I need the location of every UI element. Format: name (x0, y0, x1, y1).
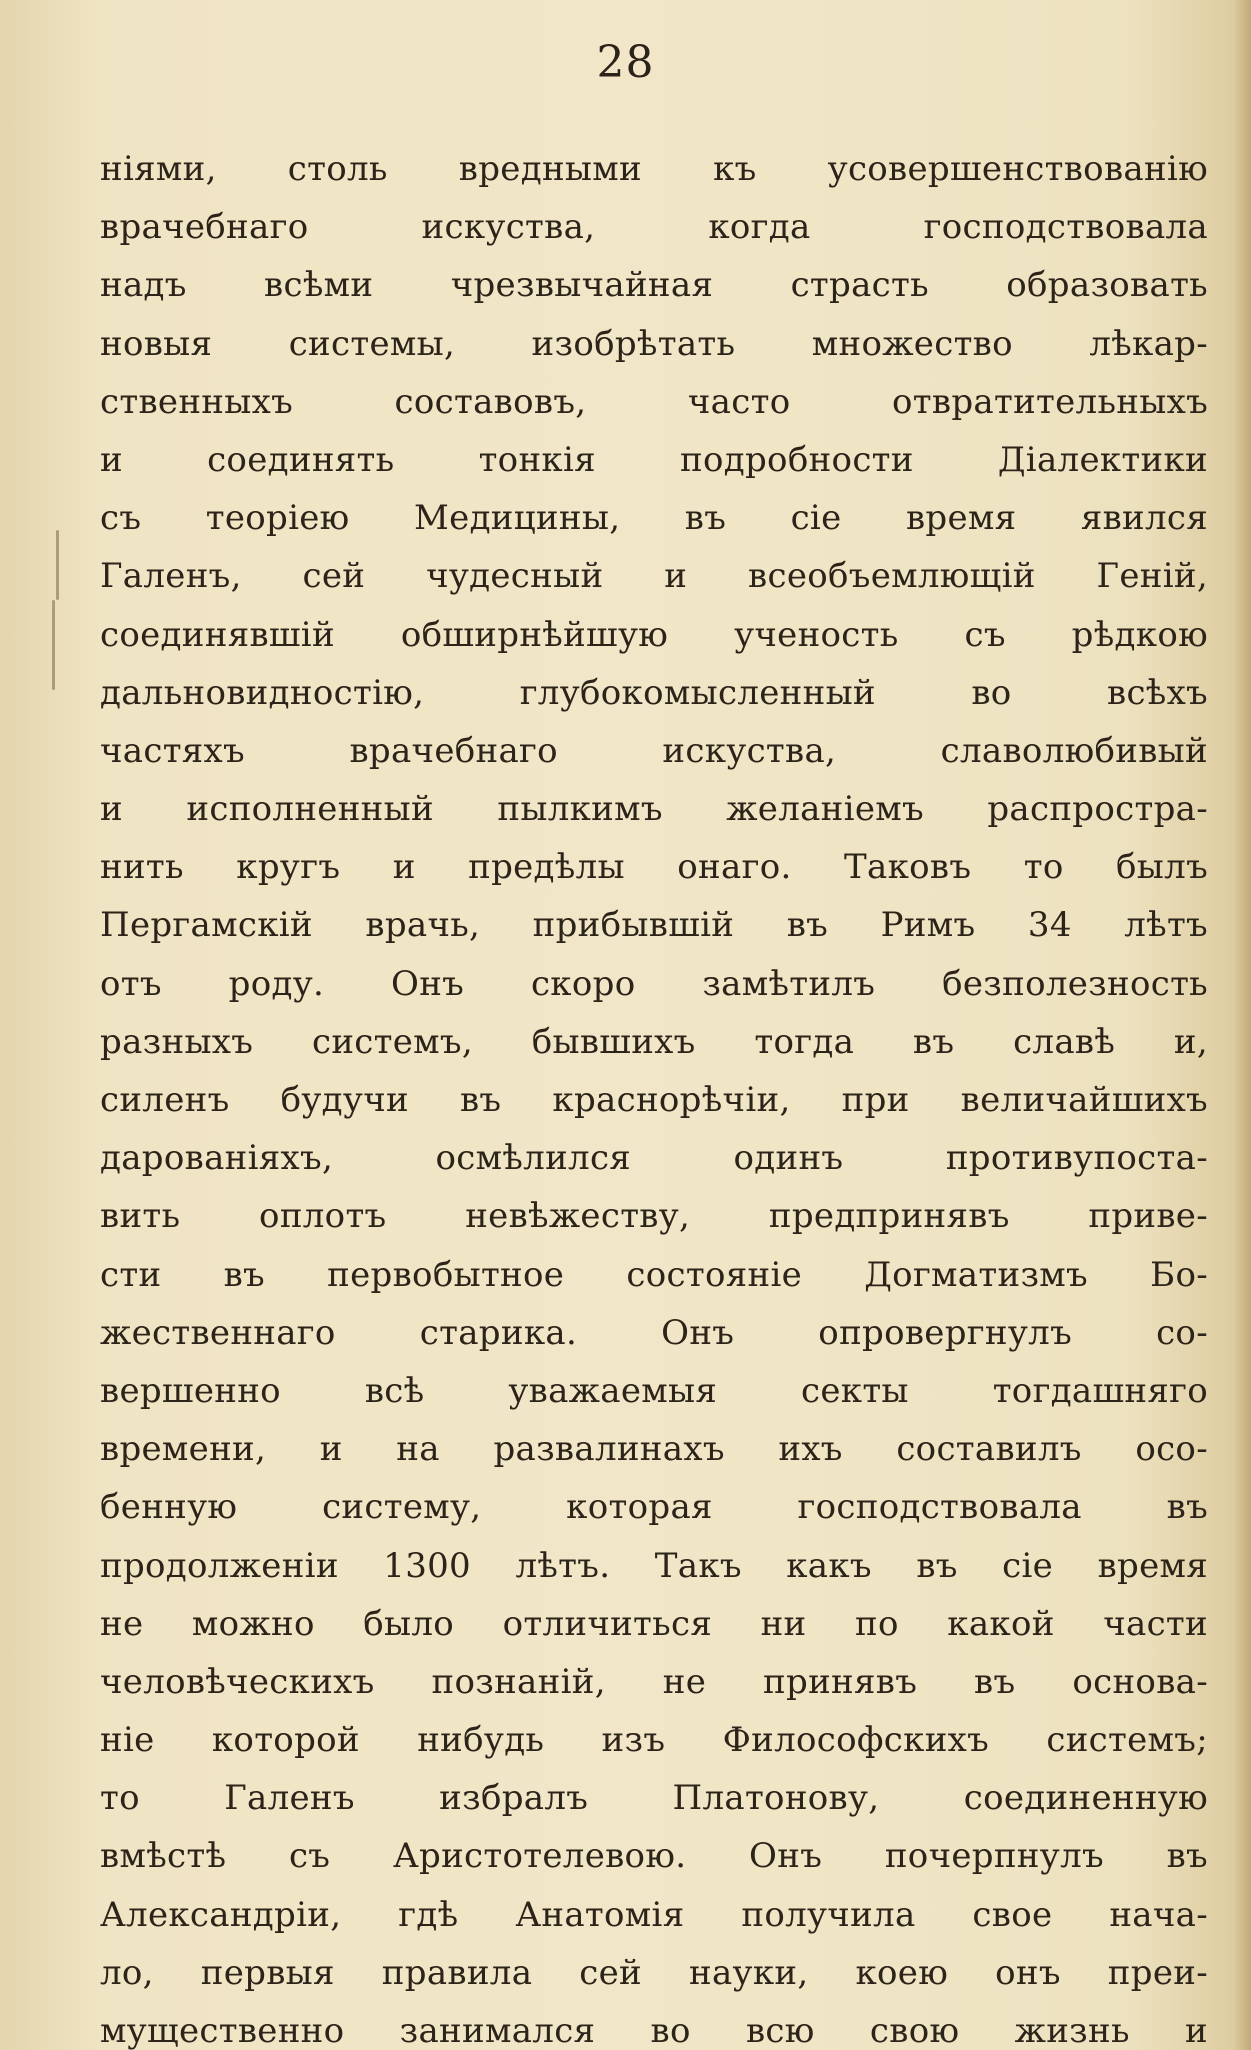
text-line: частяхъ врачебнаго искуства, славолюбивый (100, 730, 1208, 771)
text-line: нить кругъ и предѣлы онаго. Таковъ то былъ (100, 847, 1208, 888)
text-line: дарованіяхъ, осмѣлился одинъ противупоста- (100, 1138, 1208, 1179)
text-line: Александріи, гдѣ Анатомія получила свое нача- (100, 1894, 1208, 1935)
text-line: и исполненный пылкимъ желаніемъ распростра- (100, 789, 1208, 830)
text-line: Пергамскій врачь, прибывшій въ Римъ 34 лѣтъ (100, 905, 1208, 946)
text-line: бенную систему, которая господствовала въ (100, 1487, 1208, 1528)
body-text (100, 140, 1208, 2050)
text-line: отъ роду. Онъ скоро замѣтилъ безполезность (100, 963, 1208, 1004)
text-line: силенъ будучи въ краснорѣчіи, при величайшихъ (100, 1080, 1208, 1120)
text-line: ло, первыя правила сей науки, коею онъ преи- (100, 1952, 1208, 1993)
text-line: ніе которой нибудь изъ Философскихъ системъ; (100, 1720, 1208, 1761)
text-line: надъ всѣми чрезвычайная страсть образовать (100, 265, 1208, 306)
text-line: Галенъ, сей чудесный и всеобъемлющій Геній, (100, 556, 1208, 597)
text-line: ственныхъ составовъ, часто отвратительныхъ (100, 381, 1208, 422)
margin-pencil-mark (56, 530, 59, 600)
page-edge-shadow (1233, 0, 1251, 2050)
text-line: соединявшій обширнѣйшую ученость съ рѣдкою (100, 614, 1208, 655)
text-line: новыя системы, изобрѣтать множество лѣкар- (100, 323, 1208, 364)
text-line: времени, и на развалинахъ ихъ составилъ осо- (100, 1429, 1208, 1470)
text-line: ніями, столь вредными къ усовершенствованію (100, 149, 1208, 189)
text-line: вершенно всѣ уважаемыя секты тогдашняго (100, 1370, 1208, 1411)
text-line: человѣческихъ познаній, не принявъ въ основа- (100, 1661, 1208, 1702)
text-line: и соединять тонкія подробности Діалектики (100, 439, 1208, 480)
text-line: сти въ первобытное состояніе Догматизмъ Бо- (100, 1254, 1208, 1295)
text-line: врачебнаго искуства, когда господствовала (100, 207, 1208, 248)
text-line: съ теоріею Медицины, въ сіе время явился (100, 498, 1208, 539)
text-line: вить оплотъ невѣжеству, предпринявъ приве- (100, 1196, 1208, 1237)
text-line: жественнаго старика. Онъ опровергнулъ со- (100, 1312, 1208, 1353)
text-line: разныхъ системъ, бывшихъ тогда въ славѣ и, (100, 1021, 1208, 1062)
text-line: продолженіи 1300 лѣтъ. Такъ какъ въ сіе время (100, 1545, 1208, 1586)
text-line: то Галенъ избралъ Платонову, соединенную (100, 1778, 1208, 1819)
text-line: не можно было отличиться ни по какой части (100, 1603, 1208, 1644)
text-line: мущественно занимался во всю свою жизнь и (100, 2011, 1208, 2050)
margin-pencil-mark (52, 600, 55, 690)
text-line: дальновидностію, глубокомысленный во всѣхъ (100, 672, 1208, 713)
page-number: 28 (596, 37, 655, 88)
text-line: вмѣстѣ съ Аристотелевою. Онъ почерпнулъ въ (100, 1836, 1208, 1877)
